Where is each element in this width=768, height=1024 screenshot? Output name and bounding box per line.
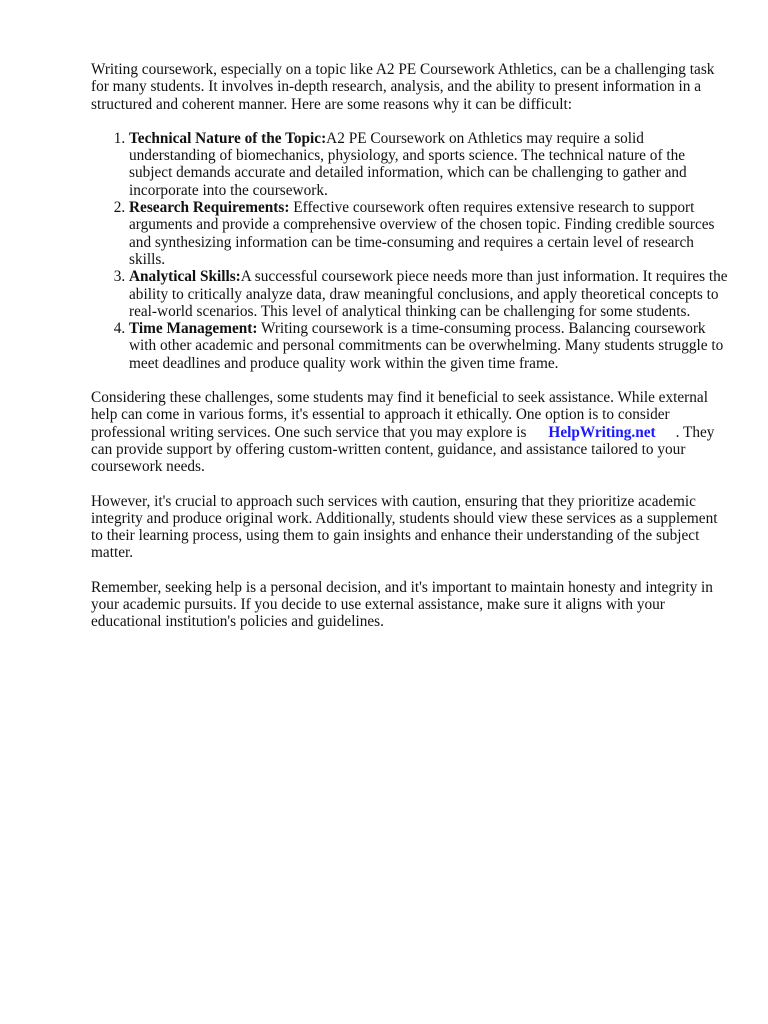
list-item (129, 130, 731, 199)
reason-text: A2 PE Coursework on Athletics may require a solid understanding of biomechanics, physiology, and sports science. The technical nature of the subject demands accurate and detailed information, which can be challenging to gather and incorporate into the coursework. (129, 129, 687, 199)
reasons-list (91, 130, 731, 372)
list-item (129, 320, 731, 372)
reason-term: Research Requirements: (129, 199, 290, 217)
intro-paragraph: Writing coursework, especially on a topic like A2 PE Coursework Athletics, can be a challenging task for many students. It involves in-depth research, analysis, and the ability to present information in a structured and coherent manner. Here are some reasons why it can be difficult: (91, 61, 715, 113)
reason-text: Effective coursework often requires extensive research to support arguments and provide a comprehensive overview of the chosen topic. Finding credible sources and synthesizing information can be time-consuming and requires a certain level of research skills. (129, 199, 715, 268)
reason-text: Writing coursework is a time-consuming process. Balancing coursework with other academic and personal commitments can be overwhelming. Many students struggle to meet deadlines and produce quality work within the given time frame. (129, 320, 724, 372)
list-item (129, 268, 731, 320)
assistance-text-before: Considering these challenges, some students may find it beneficial to seek assistance. While external help can come in various forms, it's essential to approach it ethically. One option is to consider professional writing services. One such service that you may explore is (91, 389, 708, 441)
assistance-text-after: . They can provide support by offering custom-written content, guidance, and assistance tailored to your coursework needs. (91, 423, 715, 476)
document-page (91, 61, 731, 648)
reason-text: A successful coursework piece needs more than just information. It requires the ability to critically analyze data, draw meaningful conclusions, and apply theoretical concepts to real-world scenarios. This level of analytical thinking can be challenging for some students. (129, 268, 728, 320)
reason-term: Time Management: (129, 320, 258, 338)
reason-term: Analytical Skills: (129, 268, 241, 286)
list-item (129, 199, 731, 268)
remember-paragraph: Remember, seeking help is a personal decision, and it's important to maintain honesty and integrity in your academic pursuits. If you decide to use external assistance, make sure it aligns with your educational institution's policies and guidelines. (91, 578, 713, 631)
helpwriting-link[interactable]: HelpWriting.net (548, 423, 656, 441)
reason-term: Technical Nature of the Topic: (129, 129, 327, 147)
assistance-paragraph (91, 389, 731, 475)
caution-paragraph: However, it's crucial to approach such services with caution, ensuring that they prioritize academic integrity and produce original work. Additionally, students should view these services as a supplement to their learning process, using them to gain insights and enhance their understanding of the subject matter. (91, 492, 718, 562)
